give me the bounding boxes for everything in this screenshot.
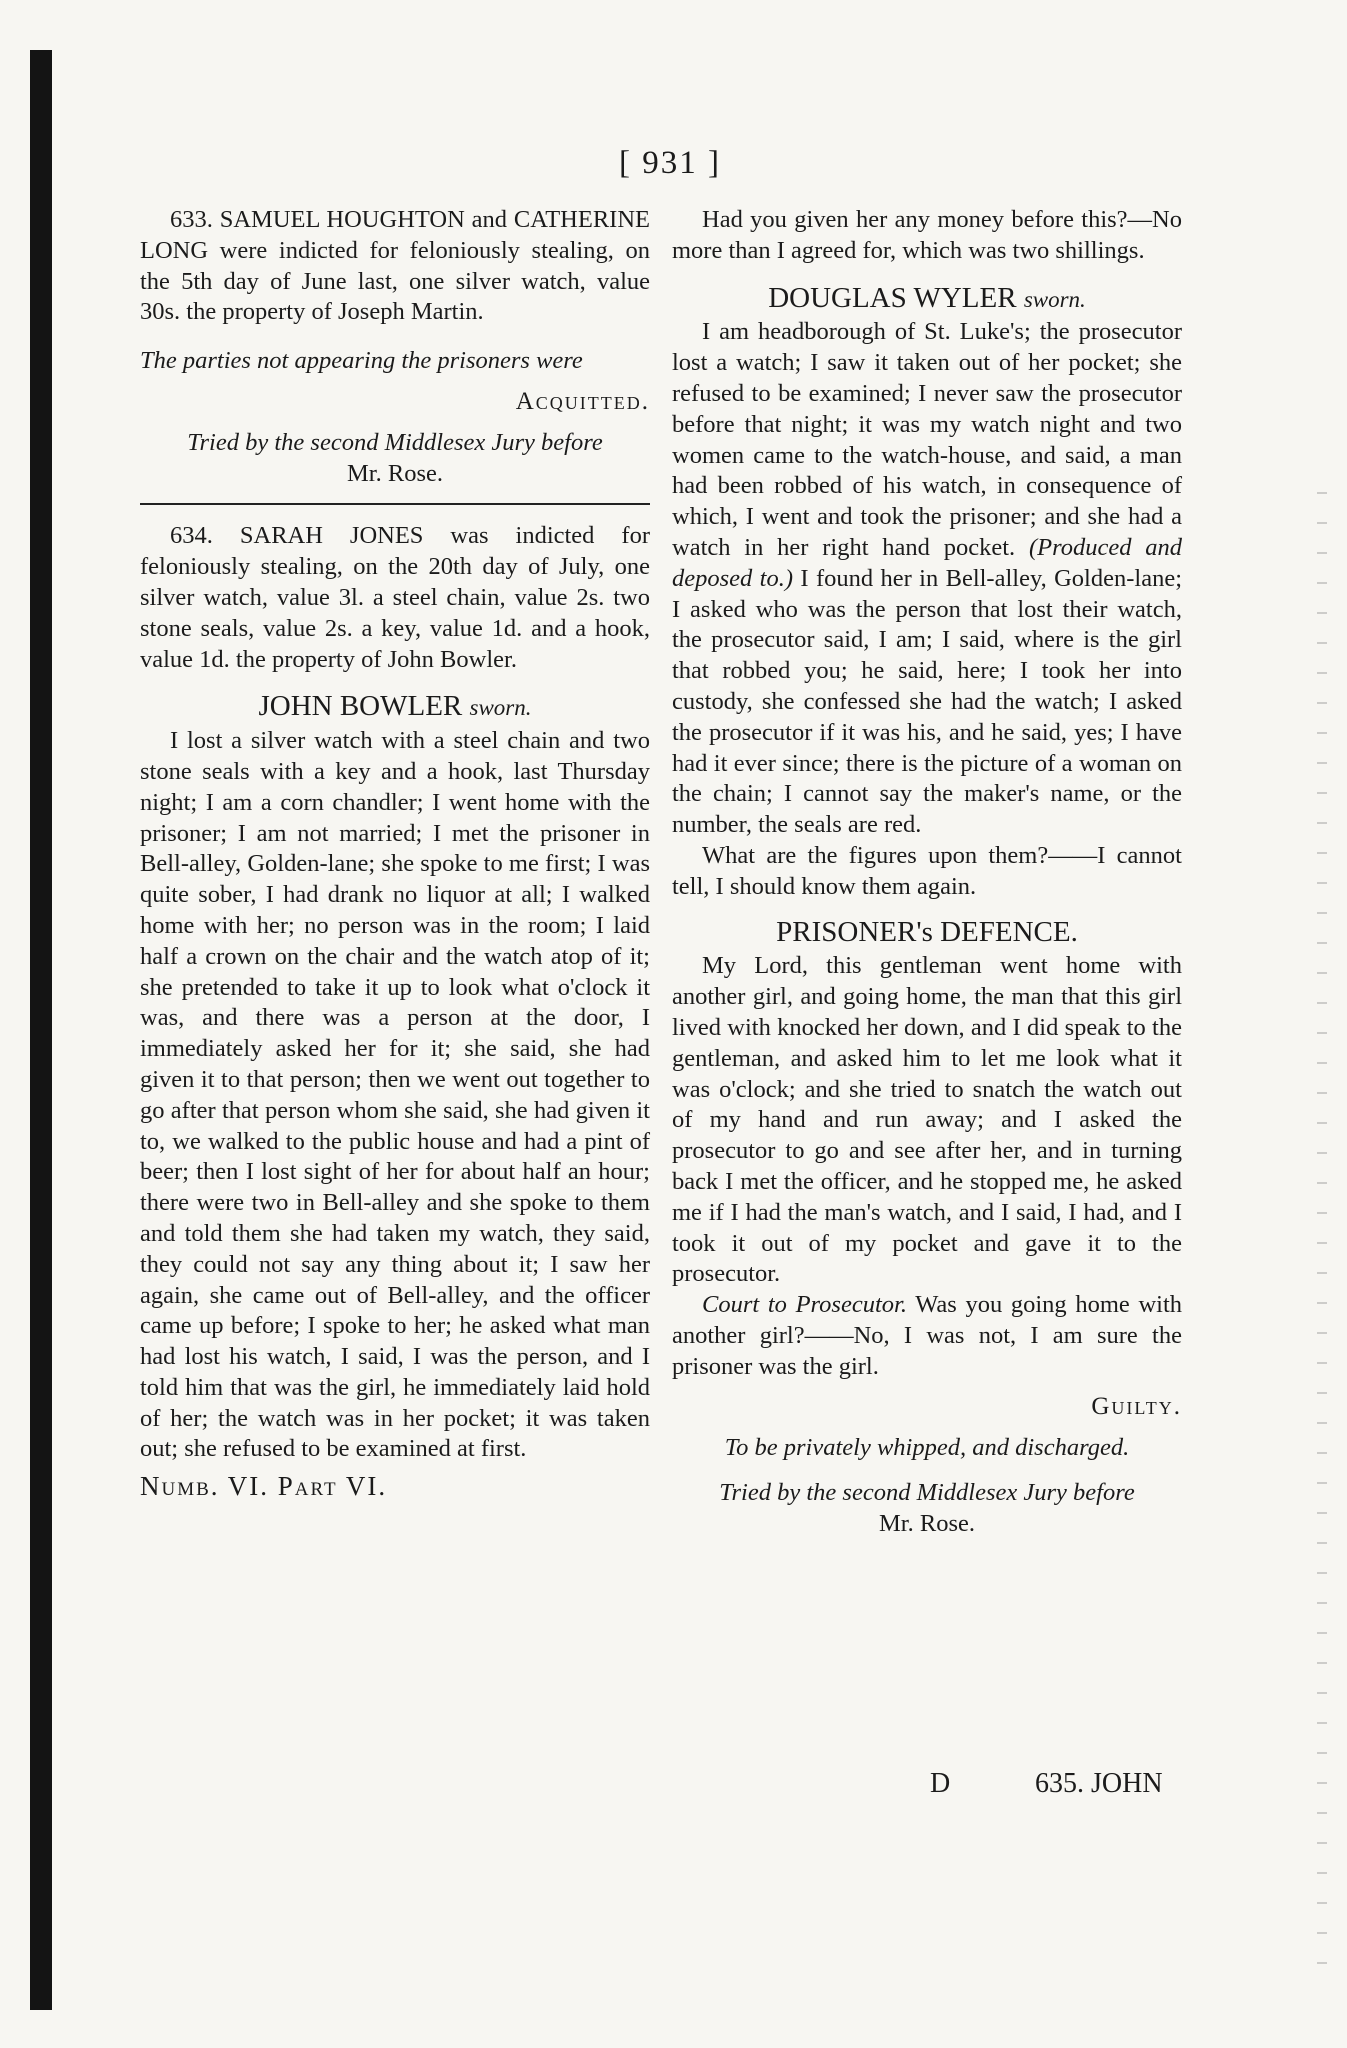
court-label: Court to Prosecutor.: [702, 1291, 907, 1319]
bowler-testimony: I lost a silver watch with a steel chain and two stone seals with a key and a hook, last Thursday night; I am a corn chandler; I went home with the prisoner; I am not married; I met the prisoner in Bell-alley, Golden-lane; she spoke to me first; I was quite sober, I had drank no liquor at all; I walked home with her; no person was in the room; I laid half a crown on the chair and the watch atop of it; she pretended to take it up to look what o'clock it was, and there was a person at the door, I immediately asked her for it; she said, she had given it to that person; then we went out together to go after that person whom she said, she had given it to, we walked to the public house and had a pint of beer; then I lost sight of her for about half an hour; there were two in Bell-alley and she spoke to them and told them she had taken my watch, they said, they could not say any thing about it; I saw her again, she came out of Bell-alley, and the officer came up before; I spoke to her; he asked what man had lost his watch, I said, I was the person, and I told him that was the girl, he immediately laid hold of her; the watch was in her pocket; it was taken out; she refused to be examined at first.: [140, 727, 650, 1463]
entry-633-judge: [140, 459, 650, 490]
court-question: [672, 1290, 1182, 1382]
signature-letter: D: [930, 1768, 951, 1799]
judge-name: Mr. Rose.: [347, 459, 443, 487]
catchword: 635. JOHN: [1035, 1768, 1163, 1799]
page-number: [ 931 ]: [619, 145, 721, 181]
entry-633-text: 633. SAMUEL HOUGHTON and CATHERINE LONG were indicted for feloniously stealing, on the 5th day of June last, one silver watch, value 30s. the property of Joseph Martin.: [140, 206, 650, 326]
entry-634-tried: Tried by the second Middlesex Jury before: [719, 1479, 1135, 1507]
witness-heading-bowler: [140, 691, 650, 724]
signature-footer: Numb. VI. Part VI.: [140, 1471, 388, 1502]
entry-634-verdict: Guilty.: [1091, 1393, 1182, 1421]
wyler-testimony-b: I found her in Bell-alley, Golden-lane; I asked who was the person that lost their watch, the prosecutor said, I am; I said, where is the girl that robbed you; he said, here; I took her into custody, she confessed she had the watch; I asked the prosecutor if it was his, and he said, yes; I have had it ever since; there is the picture of a woman on the chain; I cannot say the maker's name, or the number, the seals are red.: [672, 564, 1183, 839]
page-edge-marks: [1317, 480, 1327, 1980]
entry-633-verdict: Acquitted.: [515, 387, 650, 415]
defence-text: My Lord, this gentleman went home with another girl, and going home, the man that this girl lived with knocked her down, and I did speak to the gentleman, and asked him to let me look what it was o'clock; and she tried to snatch the watch out of my hand and run away; and I asked the prosecutor to go and see after her, and in turning back I met the officer, and he stopped me, he asked me if I had the man's watch, and I said, I had, and I took it out of my pocket and gave it to the prosecutor.: [672, 952, 1182, 1288]
witness-name: DOUGLAS WYLER: [768, 281, 1017, 314]
entry-633-note: The parties not appearing the prisoners were: [140, 347, 583, 375]
court-text: Was you going home with another girl?——No, I was not, I am sure the prisoner was the girl.: [672, 1291, 1182, 1380]
entry-634-judge: Mr. Rose.: [879, 1509, 975, 1537]
wyler-testimony-a: I am headborough of St. Luke's; the prosecutor lost a watch; I saw it taken out of her pocket; she refused to be examined; I never saw the prosecutor before that night; it was my watch night and two women came to the watch-house, and said, a man had been robbed of his watch, in consequence of which, I went and took the prisoner; and she had a watch in her right hand pocket.: [672, 318, 1182, 561]
entry-634-text: 634. SARAH JONES was indicted for feloniously stealing, on the 20th day of July, one silver watch, value 3l. a steel chain, value 2s. two stone seals, value 2s. a key, value 1d. and a hook, value 1d. the property of John Bowler.: [140, 522, 650, 673]
question-figures: What are the figures upon them?——I cannot tell, I should know them again.: [672, 841, 1182, 900]
question-money: Had you given her any money before this?—No more than I agreed for, which was two shillings.: [672, 206, 1182, 264]
sworn-label: sworn.: [1023, 286, 1086, 312]
wyler-testimony: [672, 317, 1182, 841]
left-column: [140, 205, 650, 1502]
witness-name: JOHN BOWLER: [258, 690, 463, 723]
defence-heading: PRISONER's DEFENCE.: [776, 915, 1078, 948]
binding-edge: [30, 50, 52, 2010]
right-column: [672, 205, 1182, 1540]
witness-heading-wyler: [672, 283, 1182, 316]
section-divider: [140, 503, 650, 505]
sworn-label: sworn.: [469, 695, 532, 721]
sentence: To be privately whipped, and discharged.: [724, 1434, 1130, 1462]
produced-note: (Produced and deposed to.): [672, 533, 1182, 592]
entry-633-tried: Tried by the second Middlesex Jury before: [187, 428, 603, 456]
